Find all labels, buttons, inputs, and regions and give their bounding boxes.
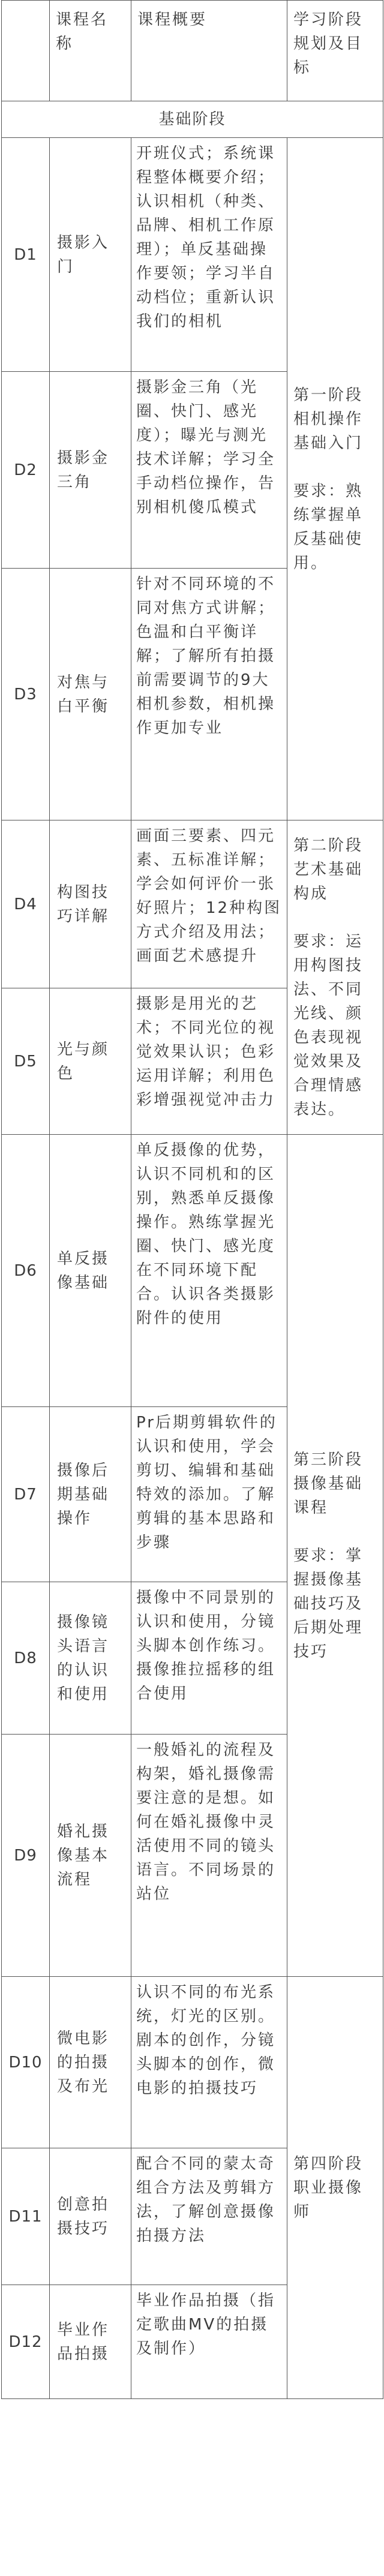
stage-goal <box>287 1977 383 2399</box>
course-code: D3 <box>2 569 50 820</box>
course-name: 摄影入门 <box>50 138 131 372</box>
section-title: 基础阶段 <box>2 101 383 138</box>
course-code: D5 <box>2 988 50 1135</box>
course-name: 构图技巧详解 <box>50 820 131 988</box>
course-overview: 摄影是用光的艺术；不同光位的视觉效果认识；色彩运用详解；利用色彩增强视觉冲击力 <box>131 988 287 1135</box>
course-code: D7 <box>2 1407 50 1582</box>
course-code: D6 <box>2 1135 50 1407</box>
table-row <box>2 1135 383 1407</box>
course-table <box>1 0 383 2399</box>
course-name: 微电影的拍摄及布光 <box>50 1977 131 2148</box>
course-overview: 单反摄像的优势，认识不同机和的区别，熟悉单反摄像操作。熟练掌握光圈、快门、感光度在不同环境下配合。认识各类摄影附件的使用 <box>131 1135 287 1407</box>
table-row <box>2 1977 383 2148</box>
stage-title: 第二阶段艺术基础构成 <box>293 836 364 903</box>
course-name: 摄像后期基础操作 <box>50 1407 131 1582</box>
course-name: 婚礼摄像基本流程 <box>50 1735 131 1977</box>
course-name: 光与颜色 <box>50 988 131 1135</box>
course-name: 摄像镜头语言的认识和使用 <box>50 1582 131 1735</box>
stage-title: 第四阶段职业摄像师 <box>293 2154 364 2221</box>
header-row <box>2 1 383 101</box>
header-index <box>2 1 50 101</box>
stage-goal <box>287 1135 383 1977</box>
course-code: D9 <box>2 1735 50 1977</box>
header-overview: 课程概要 <box>131 1 287 101</box>
course-name: 单反摄像基础 <box>50 1135 131 1407</box>
course-overview: 一般婚礼的流程及构架，婚礼摄像需要注意的是想。如何在婚礼摄像中灵活使用不同的镜头语言。不同场景的站位 <box>131 1735 287 1977</box>
stage-title: 第三阶段摄像基础课程 <box>293 1450 364 1517</box>
course-name: 对焦与白平衡 <box>50 569 131 820</box>
course-code: D11 <box>2 2148 50 2285</box>
stage-title: 第一阶段相机操作基础入门 <box>293 386 364 452</box>
section-row <box>2 101 383 138</box>
stage-goal <box>287 820 383 1135</box>
course-overview: 针对不同环境的不同对焦方式讲解；色温和白平衡详解；了解所有拍摄前需要调节的9大相机参数，相机操作更加专业 <box>131 569 287 820</box>
course-name: 毕业作品拍摄 <box>50 2285 131 2399</box>
stage-requirement: 要求：运用构图技法、不同光线、颜色表现视觉效果及合理情感表达。 <box>293 932 364 1119</box>
stage-goal <box>287 138 383 820</box>
table-row <box>2 138 383 372</box>
header-goal: 学习阶段规划及目标 <box>287 1 383 101</box>
course-code: D10 <box>2 1977 50 2148</box>
course-code: D1 <box>2 138 50 372</box>
course-code: D12 <box>2 2285 50 2399</box>
course-overview: 摄影金三角（光圈、快门、感光度）；曝光与测光技术详解；学习全手动档位操作，告别相机傻瓜模式 <box>131 372 287 569</box>
course-code: D2 <box>2 372 50 569</box>
course-name: 创意拍摄技巧 <box>50 2148 131 2285</box>
header-course-name: 课程名称 <box>50 1 131 101</box>
course-overview: 毕业作品拍摄（指定歌曲MV的拍摄及制作） <box>131 2285 287 2399</box>
stage-requirement: 要求：掌握摄像基础技巧及后期处理技巧 <box>293 1546 364 1661</box>
course-overview: 认识不同的布光系统，灯光的区别。剧本的创作，分镜头脚本的创作，微电影的拍摄技巧 <box>131 1977 287 2148</box>
course-overview: Pr后期剪辑软件的认识和使用，学会剪切、编辑和基础特效的添加。了解剪辑的基本思路和步骤 <box>131 1407 287 1582</box>
course-overview: 开班仪式；系统课程整体概要介绍；认识相机（种类、品牌、相机工作原理）；单反基础操作要领；学习半自动档位；重新认识我们的相机 <box>131 138 287 372</box>
course-overview: 配合不同的蒙太奇组合方法及剪辑方法，了解创意摄像拍摄方法 <box>131 2148 287 2285</box>
course-overview: 摄像中不同景别的认识和使用，分镜头脚本创作练习。摄像推拉摇移的组合使用 <box>131 1582 287 1735</box>
stage-requirement: 要求：熟练掌握单反基础使用。 <box>293 482 364 572</box>
course-code: D8 <box>2 1582 50 1735</box>
course-name: 摄影金三角 <box>50 372 131 569</box>
course-code: D4 <box>2 820 50 988</box>
course-overview: 画面三要素、四元素、五标准详解；学会如何评价一张好照片；12种构图方式介绍及用法；画面艺术感提升 <box>131 820 287 988</box>
table-row <box>2 820 383 988</box>
